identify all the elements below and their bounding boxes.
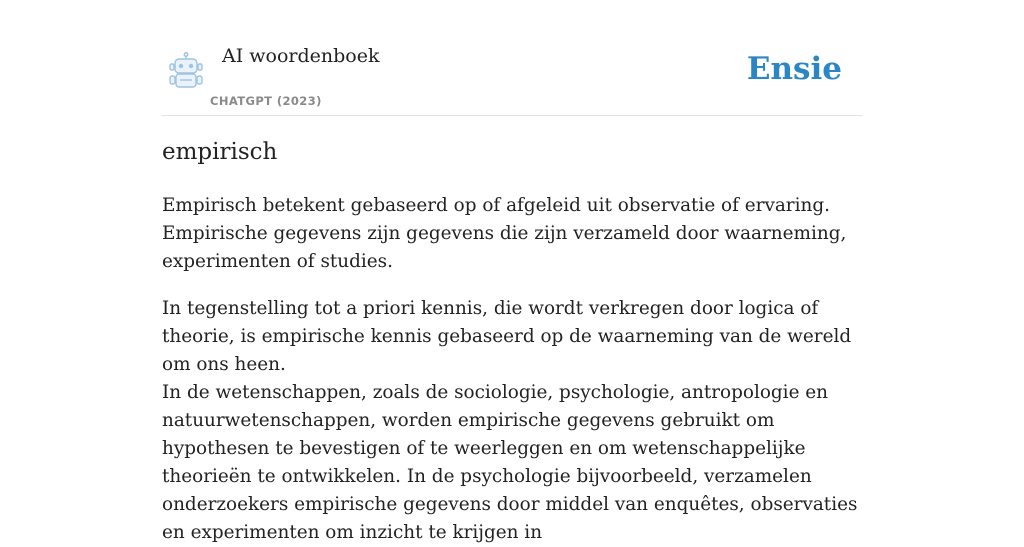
definition-paragraph-1: Empirisch betekent gebaseerd op of afgeleid uit observatie of ervaring. Empirische gegevens zijn gegevens die zijn verzameld door waarneming, experimenten of studies.	[162, 195, 847, 272]
source-subtitle: CHATGPT (2023)	[210, 94, 322, 108]
definition-paragraph-3: In de wetenschappen, zoals de sociologie, psychologie, antropologie en natuurwetenschappen, worden empirische gegevens gebruikt om hypothesen te bevestigen of te weerleggen en om wetenschappelijke theorieën te ontwikkelen. In de psychologie bijvoorbeeld, verzamelen onderzoekers empirische gegevens door middel van enquêtes, observaties en experimenten om inzicht te krijgen in	[162, 382, 858, 543]
entry-term: empirisch	[162, 139, 278, 165]
definition-paragraph-2: In tegenstelling tot a priori kennis, die wordt verkregen door logica of theorie, is empirische kennis gebaseerd op de waarneming van de wereld om ons heen.	[162, 298, 852, 375]
source-title[interactable]: AI woordenboek	[222, 45, 380, 67]
source-header	[162, 40, 862, 116]
robot-icon	[166, 52, 206, 90]
brand-logo[interactable]: Ensie	[746, 51, 842, 87]
